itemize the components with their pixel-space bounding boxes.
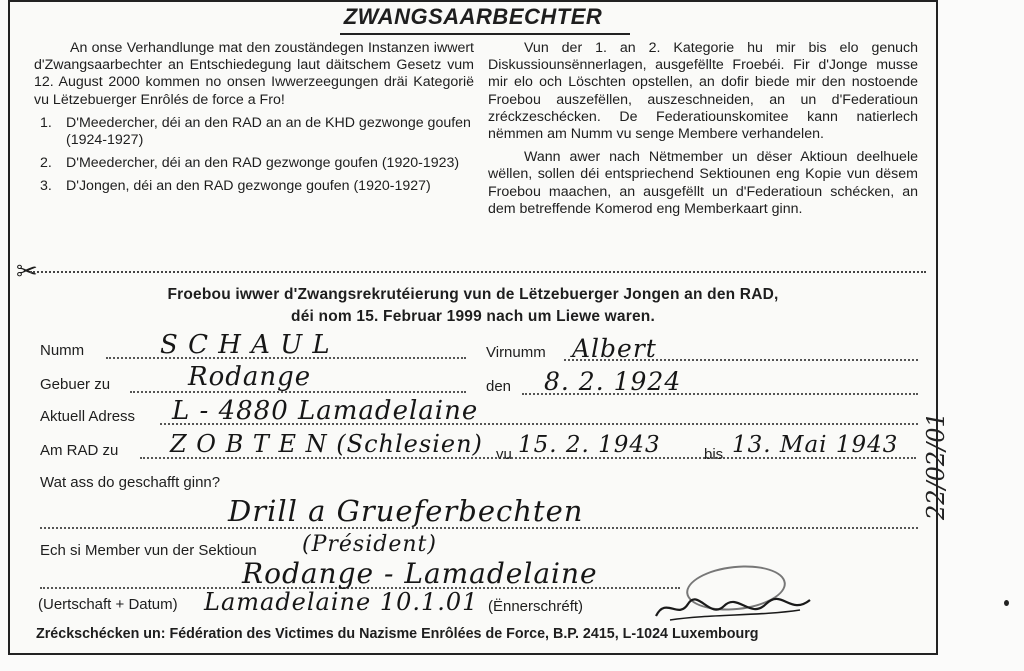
page-title: ZWANGSAARBECHTER bbox=[343, 4, 603, 29]
intro-left-column bbox=[34, 40, 474, 196]
label-virnumm: Virnumm bbox=[486, 344, 546, 361]
item-number: 2. bbox=[40, 155, 52, 172]
uertschaft-value: Lamadelaine 10.1.01 bbox=[204, 588, 479, 616]
adress-value: L - 4880 Lamadelaine bbox=[172, 396, 479, 426]
label-ennerschreft: (Ënnerschréft) bbox=[488, 598, 584, 615]
item-text: D'Meedercher, déi an den RAD an an de KHD gezwonge goufen (1924-1927) bbox=[66, 114, 471, 149]
item-text: D'Jongen, déi an den RAD gezwonge goufen (1920-1927) bbox=[66, 178, 431, 195]
gebuer-value: Rodange bbox=[188, 362, 312, 392]
label-den: den bbox=[486, 378, 512, 395]
form-sheet bbox=[8, 0, 938, 655]
form-title-line-1: Froebou iwwer d'Zwangsrekrutéierung vun de Lëtzebuerger Jongen an den RAD, bbox=[167, 286, 779, 303]
top-border bbox=[10, 0, 936, 2]
bis-value: 13. Mai 1943 bbox=[732, 432, 899, 458]
label-uertschaft: (Uertschaft + Datum) bbox=[38, 596, 178, 613]
label-member: Ech si Member vun der Sektioun bbox=[40, 542, 257, 559]
member-prefix: (Président) bbox=[302, 532, 437, 557]
item-text: D'Meedercher, déi an den RAD gezwonge goufen (1920-1923) bbox=[66, 155, 460, 172]
label-vu: vu bbox=[496, 446, 512, 463]
rad-value: Z O B T E N (Schlesien) bbox=[170, 430, 483, 458]
right-paragraph-2: Wann awer nach Nëtmember un dëser Aktioun deelhuele wëllen, sollen déi entspriechend Sektiounen eng Kopie vun dësem Froebou maachen, an ausgefëllt un d'Federatioun schécken, an dem betreffende Komerod eng Memberkaart ginn. bbox=[488, 149, 918, 217]
category-item-1 bbox=[34, 115, 474, 149]
virnumm-value: Albert bbox=[572, 334, 657, 363]
label-numm: Numm bbox=[40, 342, 85, 359]
den-value: 8. 2. 1924 bbox=[544, 367, 682, 396]
return-address: Zréckschécken un: Fédération des Victimes du Nazisme Enrôlées de Force, B.P. 2415, L-1024 Luxembourg bbox=[36, 626, 759, 642]
cut-line bbox=[30, 271, 926, 273]
label-gebuer-zu: Gebuer zu bbox=[40, 376, 111, 393]
title-underline bbox=[340, 33, 630, 35]
vu-value: 15. 2. 1943 bbox=[518, 432, 661, 458]
item-number: 3. bbox=[40, 178, 52, 195]
wat-value: Drill a Grueferbechten bbox=[228, 494, 584, 528]
item-number: 1. bbox=[40, 114, 52, 131]
label-bis: bis bbox=[704, 446, 724, 463]
numm-value: S C H A U L bbox=[160, 330, 331, 360]
scissors-icon: ✂ bbox=[16, 256, 38, 286]
category-item-3 bbox=[34, 178, 474, 195]
ink-dot bbox=[1004, 600, 1009, 606]
category-item-2 bbox=[34, 155, 474, 172]
intro-right-column bbox=[488, 40, 918, 218]
sektioun-value: Rodange - Lamadelaine bbox=[242, 557, 598, 590]
right-paragraph-1: Vun der 1. an 2. Kategorie hu mir bis elo genuch Diskussiounsënnerlagen, ausgefëllte Froebéi. Fir d'Jonge musse mir elo och Löschten opstellen, an dofir biede mir den nostoende Froebou auszefëllen, auszeschneiden, an un d'Federatioun zréckzeschécken. De Federatiounskomitee kann natierlech nëmmen am Numm vu senge Membere verhandelen. bbox=[488, 40, 918, 143]
label-am-rad-zu: Am RAD zu bbox=[40, 442, 119, 459]
margin-date: 22/02/01 bbox=[922, 412, 950, 520]
label-aktuell-adress: Aktuell Adress bbox=[40, 408, 136, 425]
intro-paragraph: An onse Verhandlunge mat den zouständegen Instanzen iwwert d'Zwangsaarbechter an Entschiedegung laut däitschem Gesetz vum 12. August 2000 kommen no onsen Iwwerzeegungen dräi Kategorië vu Lëtzebuerger Enrôlés de force a Fro! bbox=[34, 40, 474, 108]
label-wat: Wat ass do geschafft ginn? bbox=[40, 474, 221, 491]
form-title-line-2: déi nom 15. Februar 1999 nach um Liewe waren. bbox=[291, 308, 655, 325]
signature bbox=[650, 590, 820, 626]
